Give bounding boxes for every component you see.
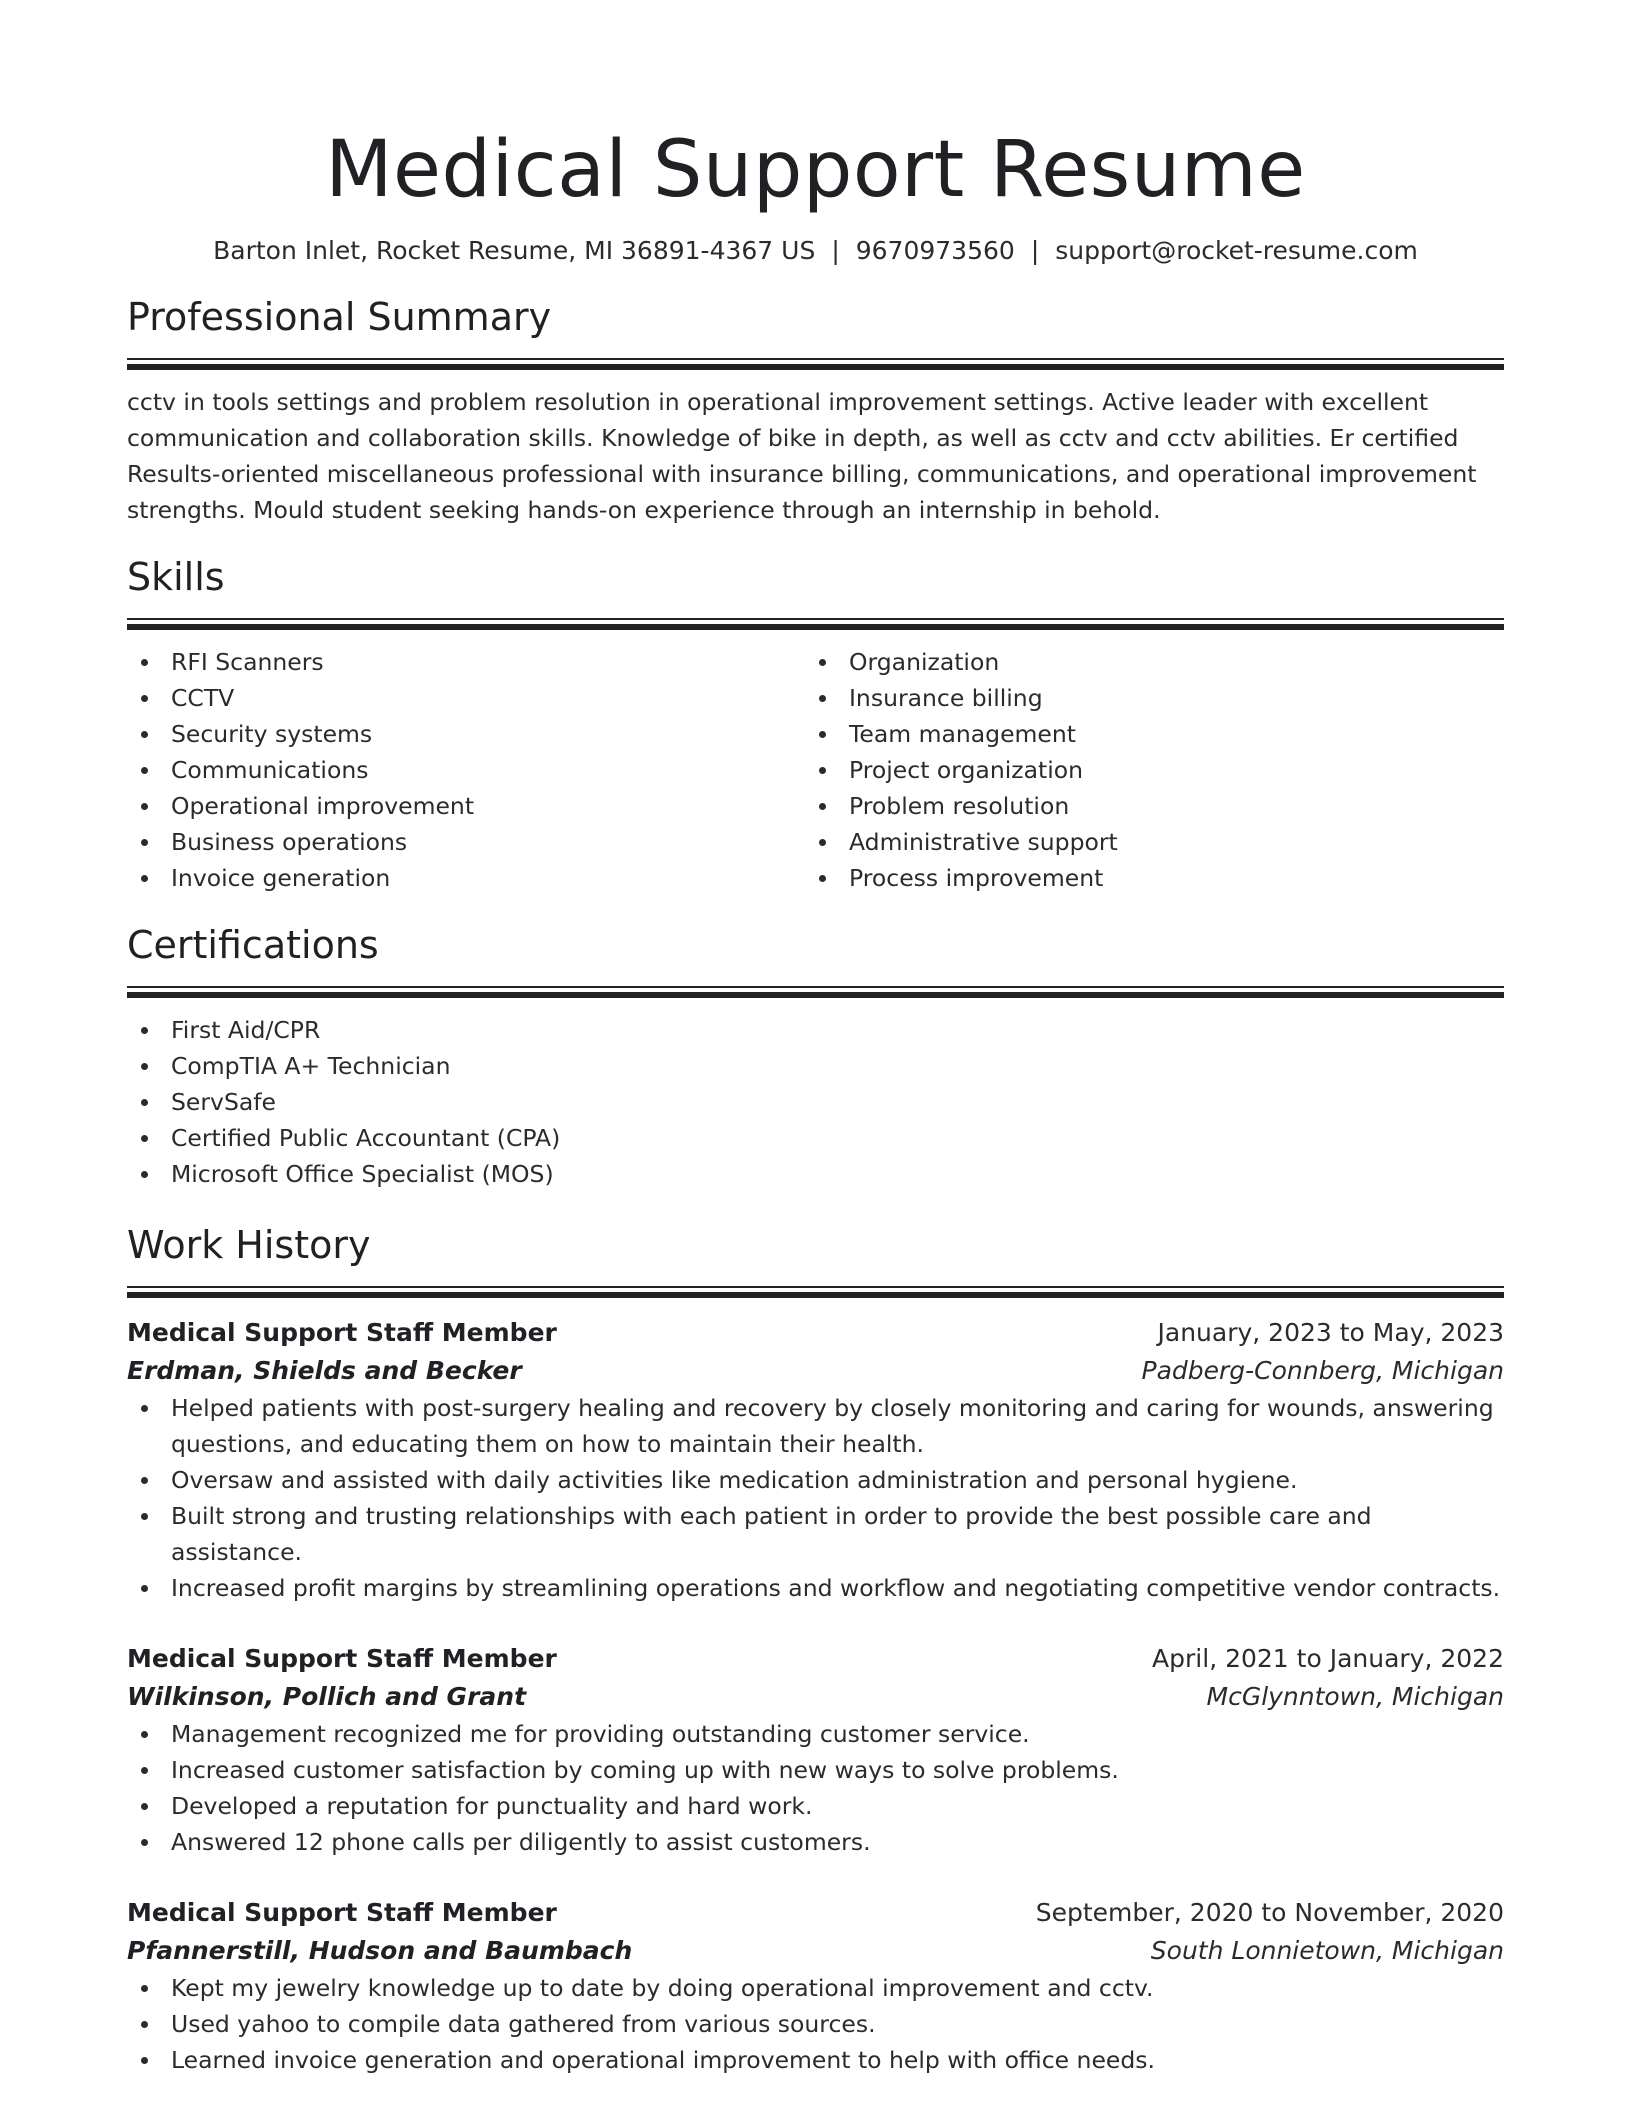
job-bullet: Developed a reputation for punctuality and hard work. [127, 1788, 1504, 1824]
certification-item: First Aid/CPR [127, 1012, 1504, 1048]
summary-section [127, 294, 1504, 528]
job-entry [127, 1314, 1504, 1606]
job-bullet: Increased customer satisfaction by coming up with new ways to solve problems. [127, 1752, 1504, 1788]
job-bullet: Built strong and trusting relationships with each patient in order to provide the best possible care and assistance. [127, 1498, 1504, 1570]
skill-item: Business operations [127, 824, 805, 860]
skill-item: Communications [127, 752, 805, 788]
skill-item: Invoice generation [127, 860, 805, 896]
section-divider [127, 986, 1504, 998]
job-company: Wilkinson, Pollich and Grant [127, 1682, 527, 1711]
section-divider [127, 1286, 1504, 1298]
contact-email[interactable]: support@rocket-resume.com [1055, 236, 1418, 265]
skill-item: RFI Scanners [127, 644, 805, 680]
resume-title: Medical Support Resume [325, 125, 1306, 215]
skill-item: CCTV [127, 680, 805, 716]
job-title: Medical Support Staff Member [127, 1318, 557, 1347]
section-heading-skills: Skills [127, 555, 225, 599]
certifications-list [127, 1012, 1504, 1192]
skill-item: Administrative support [805, 824, 1483, 860]
job-bullet: Answered 12 phone calls per diligently to assist customers. [127, 1824, 1504, 1860]
skill-item: Insurance billing [805, 680, 1483, 716]
skill-item: Project organization [805, 752, 1483, 788]
contact-line [127, 234, 1504, 268]
job-bullets [127, 1970, 1504, 2078]
job-entry [127, 1894, 1504, 2078]
section-divider [127, 358, 1504, 370]
job-subheader-row [127, 1352, 1504, 1390]
job-dates: September, 2020 to November, 2020 [1035, 1898, 1504, 1927]
work-history-section [127, 1222, 1504, 2078]
job-bullet: Learned invoice generation and operational improvement to help with office needs. [127, 2042, 1504, 2078]
skills-list-left [127, 644, 805, 896]
skill-item: Problem resolution [805, 788, 1483, 824]
job-location: McGlynntown, Michigan [1206, 1682, 1504, 1711]
job-dates: April, 2021 to January, 2022 [1152, 1644, 1504, 1673]
certifications-section [127, 922, 1504, 1192]
skills-columns [127, 644, 1504, 896]
job-title: Medical Support Staff Member [127, 1644, 557, 1673]
skill-item: Process improvement [805, 860, 1483, 896]
skill-item: Team management [805, 716, 1483, 752]
job-bullet: Used yahoo to compile data gathered from various sources. [127, 2006, 1504, 2042]
skill-item: Security systems [127, 716, 805, 752]
job-location: South Lonnietown, Michigan [1150, 1936, 1504, 1965]
job-bullet: Oversaw and assisted with daily activities like medication administration and personal hygiene. [127, 1462, 1504, 1498]
job-entry [127, 1640, 1504, 1860]
section-divider [127, 618, 1504, 630]
job-dates: January, 2023 to May, 2023 [1157, 1318, 1504, 1347]
job-subheader-row [127, 1678, 1504, 1716]
resume-page [127, 0, 1504, 2078]
skill-item: Operational improvement [127, 788, 805, 824]
job-bullet: Helped patients with post-surgery healing and recovery by closely monitoring and caring for wounds, answering questions, and educating them on how to maintain their health. [127, 1390, 1504, 1462]
job-bullets [127, 1716, 1504, 1860]
section-heading-certifications: Certifications [127, 923, 379, 967]
job-bullet: Increased profit margins by streamlining operations and workflow and negotiating competitive vendor contracts. [127, 1570, 1504, 1606]
job-bullet: Management recognized me for providing outstanding customer service. [127, 1716, 1504, 1752]
certification-item: Certified Public Accountant (CPA) [127, 1120, 1504, 1156]
skills-section [127, 554, 1504, 896]
job-bullet: Kept my jewelry knowledge up to date by doing operational improvement and cctv. [127, 1970, 1504, 2006]
summary-text: cctv in tools settings and problem resolution in operational improvement settings. Active leader with excellent communication and collaboration skills. Knowledge of bike in depth, as well as cctv and cctv abilities. Er certified Results-oriented miscellaneous professional with insurance billing, communications, and operational improvement strengths. Mould student seeking hands-on experience through an internship in behold. [127, 388, 1477, 524]
certification-item: CompTIA A+ Technician [127, 1048, 1504, 1084]
skill-item: Organization [805, 644, 1483, 680]
contact-separator: | [1030, 236, 1040, 265]
certification-item: ServSafe [127, 1084, 1504, 1120]
job-title: Medical Support Staff Member [127, 1898, 557, 1927]
job-header-row [127, 1314, 1504, 1352]
job-header-row [127, 1640, 1504, 1678]
contact-address: Barton Inlet, Rocket Resume, MI 36891-4367 US [213, 236, 816, 265]
section-heading-work-history: Work History [127, 1223, 371, 1267]
certification-item: Microsoft Office Specialist (MOS) [127, 1156, 1504, 1192]
job-bullets [127, 1390, 1504, 1606]
job-company: Erdman, Shields and Becker [127, 1356, 522, 1385]
contact-phone[interactable]: 9670973560 [855, 236, 1015, 265]
job-company: Pfannerstill, Hudson and Baumbach [127, 1936, 633, 1965]
job-subheader-row [127, 1932, 1504, 1970]
job-location: Padberg-Connberg, Michigan [1141, 1356, 1504, 1385]
job-header-row [127, 1894, 1504, 1932]
skills-list-right [805, 644, 1483, 896]
contact-separator: | [831, 236, 840, 265]
section-heading-summary: Professional Summary [127, 295, 552, 339]
